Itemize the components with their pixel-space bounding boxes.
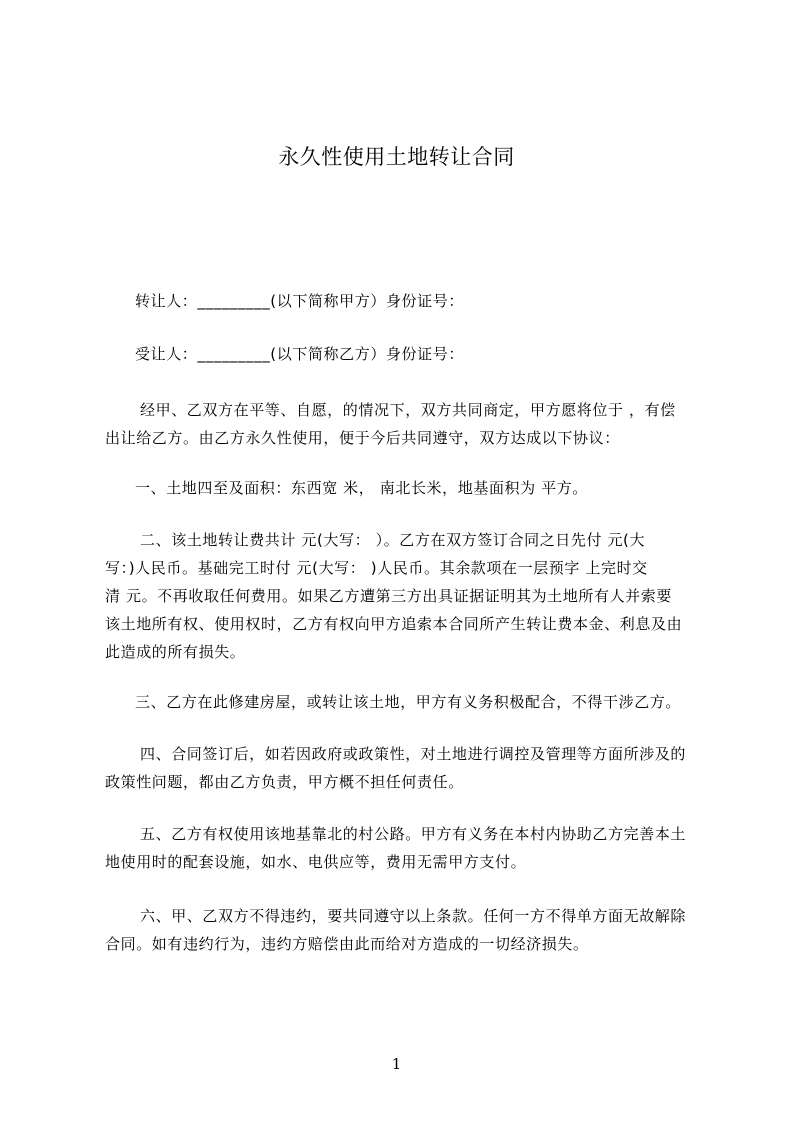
transferee-line bbox=[105, 340, 703, 368]
clause-2-line-3: 清 元。不再收取任何费用。如果乙方遭第三方出具证据证明其为土地所有人并索要 bbox=[105, 587, 672, 605]
clause-4-line-2: 政策性问题，都由乙方负责，甲方概不担任何责任。 bbox=[105, 773, 464, 791]
document-title: 永久性使用土地转让合同 bbox=[278, 145, 515, 169]
clause-2-line-4: 该土地所有权、使用权时，乙方有权向甲方追索本合同所产生转让费本金、利息及由 bbox=[105, 615, 683, 633]
transferor-line bbox=[105, 287, 703, 315]
clause-5-line-1: 五、乙方有权使用该地基靠北的村公路。甲方有义务在本村内协助乙方完善本土 bbox=[140, 825, 687, 843]
intro-line-2: 出让给乙方。由乙方永久性使用，便于今后共同遵守，双方达成以下协议： bbox=[105, 429, 620, 447]
intro-paragraph bbox=[105, 396, 703, 452]
clause-3 bbox=[105, 688, 703, 716]
clause-2-line-1: 二、该土地转让费共计 元(大写： ）。乙方在双方签订合同之日先付 元(大 bbox=[140, 531, 646, 549]
clause-4 bbox=[105, 740, 703, 796]
transferee-text: 受让人：_________(以下简称乙方）身份证号： bbox=[135, 345, 464, 363]
clause-6-line-1: 六、甲、乙双方不得违约，要共同遵守以上条款。任何一方不得单方面无故解除 bbox=[140, 907, 687, 925]
clause-4-line-1: 四、合同签订后，如若因政府或政策性，对土地进行调控及管理等方面所涉及的 bbox=[140, 745, 687, 763]
clause-2-line-2: 写：)人民币。基础完工时付 元(大写： )人民币。其余款项在一层预字 上完时交 bbox=[105, 559, 648, 577]
clause-6-line-2: 合同。如有违约行为，违约方赔偿由此而给对方造成的一切经济损失。 bbox=[105, 935, 589, 953]
clause-2-line-5: 此造成的所有损失。 bbox=[105, 643, 246, 661]
clause-5 bbox=[105, 820, 703, 876]
clause-1-line-1: 一、土地四至及面积：东西宽 米， 南北长米，地基面积为 平方。 bbox=[135, 479, 588, 497]
clause-6 bbox=[105, 902, 703, 958]
transferor-text: 转让人：_________(以下简称甲方）身份证号： bbox=[135, 292, 464, 310]
intro-line-1: 经甲、乙双方在平等、自愿，的情况下，双方共同商定，甲方愿将位于 ，有偿 bbox=[140, 401, 676, 419]
clause-2 bbox=[105, 526, 703, 666]
clause-1 bbox=[105, 474, 703, 502]
page-number: 1 bbox=[391, 1055, 402, 1073]
clause-5-line-2: 地使用时的配套设施，如水、电供应等，费用无需甲方支付。 bbox=[105, 853, 527, 871]
clause-3-line-1: 三、乙方在此修建房屋，或转让该土地，甲方有义务积极配合，不得干涉乙方。 bbox=[135, 693, 682, 711]
